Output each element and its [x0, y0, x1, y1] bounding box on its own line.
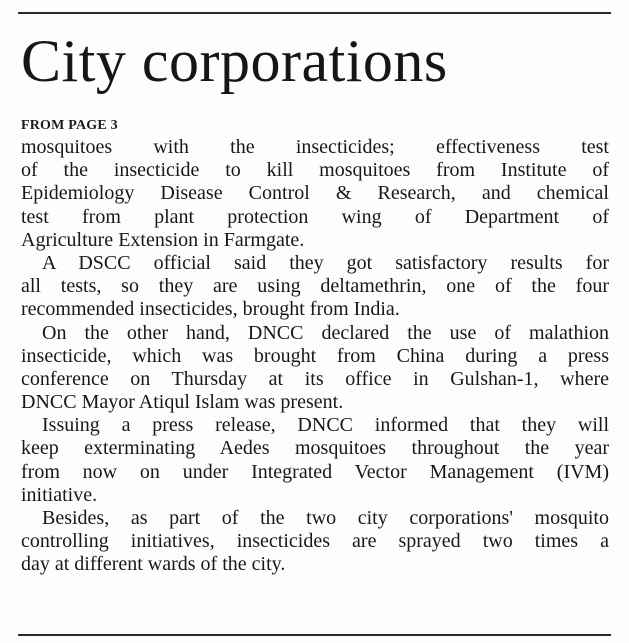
top-rule [18, 12, 611, 14]
article-body [21, 136, 609, 577]
body-line: Issuing a press release, DNCC informed that they will [42, 414, 609, 437]
body-line: recommended insecticides, brought from India. [21, 298, 400, 321]
body-line: conference on Thursday at its office in Gulshan-1, where [21, 367, 609, 390]
body-line: keep exterminating Aedes mosquitoes throughout the year [21, 437, 609, 460]
body-line: Epidemiology Disease Control & Research, and chemical [21, 182, 609, 205]
body-line: controlling initiatives, insecticides are sprayed two times a [21, 530, 609, 553]
body-line: test from plant protection wing of Department of [21, 205, 609, 228]
body-line: insecticide, which was brought from China during a press [21, 344, 609, 367]
body-line: all tests, so they are using deltamethrin, one of the four [21, 275, 609, 298]
body-line: On the other hand, DNCC declared the use of malathion [42, 321, 609, 344]
body-line: initiative. [21, 483, 98, 506]
body-line: Besides, as part of the two city corporations' mosquito [42, 507, 609, 529]
body-line: A DSCC official said they got satisfactory results for [42, 251, 609, 274]
body-line: of the insecticide to kill mosquitoes from Institute of [21, 159, 609, 182]
body-line: mosquitoes with the insecticides; effectiveness test [21, 136, 609, 158]
body-line: from now on under Integrated Vector Management (IVM) [21, 460, 609, 483]
continuation-label: FROM PAGE 3 [21, 118, 118, 133]
body-line: day at different wards of the city. [21, 553, 286, 576]
body-line: Agriculture Extension in Farmgate. [21, 228, 305, 251]
headline: City corporations [21, 28, 448, 94]
bottom-rule [18, 634, 611, 636]
body-line: DNCC Mayor Atiqul Islam was present. [21, 391, 344, 414]
